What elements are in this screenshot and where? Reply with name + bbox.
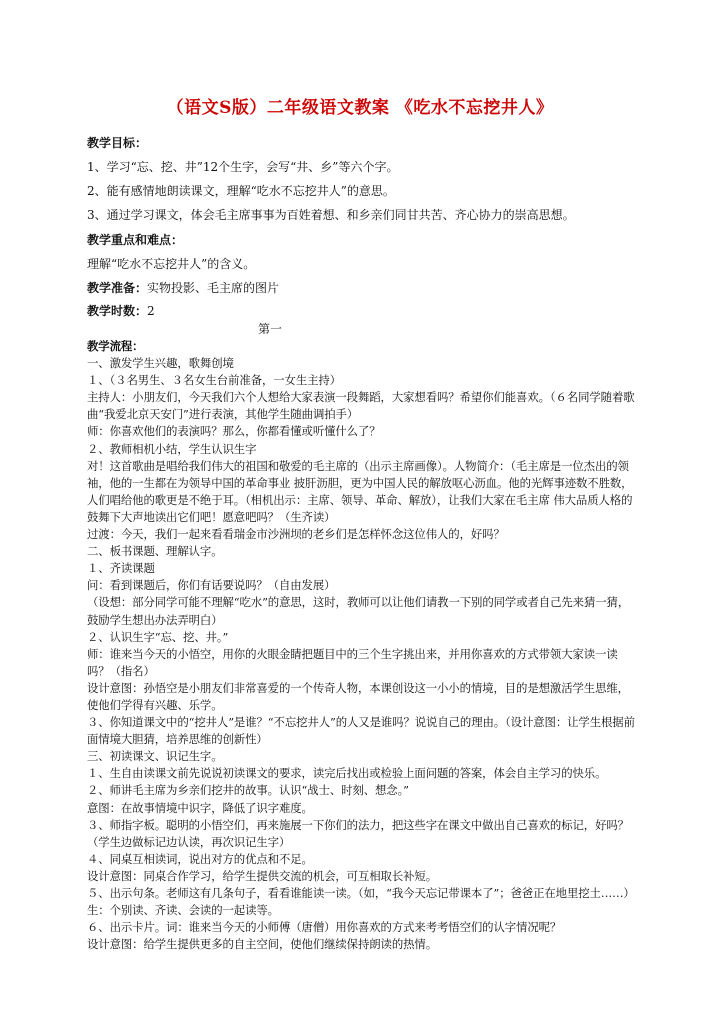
hours-label: 教学时数： — [87, 304, 148, 318]
flow-line: ２、教师相机小结，学生认识生字 — [87, 441, 257, 456]
teaching-flow — [87, 338, 635, 953]
flow-line: 设计意图：孙悟空是小朋友们非常喜爱的一个传奇人物，本课创设这一小小的情境，目的是想激活学生思维，使他们学得有兴趣、乐学。 — [87, 680, 629, 712]
flow-line: 一、激发学生兴趣，歌舞创境 — [87, 356, 234, 371]
flow-line: 师：你喜欢他们的表演吗？那么，你都看懂或听懂什么了？ — [87, 424, 381, 439]
prep-line — [87, 279, 279, 296]
flow-line: ３、你知道课文中的“挖井人”是谁？“不忘挖井人”的人又是谁吗？说说自己的理由。（设计意图：让学生根据前面情境大胆猜，培养思维的创新性） — [87, 715, 635, 747]
hours-line — [87, 302, 155, 319]
flow-line: ４、同桌互相读词，说出对方的优点和不足。 — [87, 851, 313, 866]
goal-item: 2、能有感情地朗读课文，理解“吃水不忘挖井人”的意思。 — [87, 184, 395, 198]
flow-line: 师：谁来当今天的小悟空，用你的火眼金睛把题目中的三个生字挑出来，并用你喜欢的方式带领大家读一读吗？（指名） — [87, 646, 618, 678]
key-heading: 教学重点和难点： — [87, 233, 184, 247]
goals-heading: 教学目标： — [87, 136, 148, 150]
flow-line: 过渡：今天，我们一起来看看瑞金市沙洲坝的老乡们是怎样怀念这位伟人的，好吗？ — [87, 527, 505, 542]
flow-line: 二、板书课题、理解认字。 — [87, 544, 223, 559]
flow-line: （设想：部分同学可能不理解“吃水”的意思，这时，教师可以让他们请教一下别的同学或者自己先来猜一猜，鼓励学生想出办法弄明白） — [87, 595, 630, 627]
prep-text: 实物投影、毛主席的图片 — [147, 281, 280, 295]
flow-line: １、（３名男生、３名女生台前准备，一女生主持） — [87, 373, 341, 388]
flow-line: １、齐读课题 — [87, 561, 155, 576]
prep-label: 教学准备： — [87, 281, 148, 295]
flow-line: １、生自由读课文前先说说初读课文的要求，读完后找出或检验上面问题的答案，体会自主学习的快乐。 — [87, 766, 607, 781]
flow-line: 意图：在故事情境中识字，降低了识字难度。 — [87, 800, 313, 815]
key-text: 理解“吃水不忘挖井人”的含义。 — [87, 257, 256, 271]
flow-line: 对！这首歌曲是唱给我们伟大的祖国和敬爱的毛主席的（出示主席画像）。人物简介：（毛主席是一位杰出的领袖，他的一生都在为领导中国的革命事业 披肝沥胆，更为中国人民的解放呕心沥血。他的光辉事迹数不胜数，人们唱给他的歌更是不绝于耳。（相机出示：主席、领导、革命、解放），让我们大家在毛主席 伟大品质人格的鼓舞下大声地读出它们吧！愿意吧吗？（生齐读） — [87, 458, 633, 524]
flow-line: ２、师讲毛主席为乡亲们挖井的故事。认识“战士、时刻、想念。” — [87, 783, 409, 798]
flow-line: 主持人：小朋友们，今天我们六个人想给大家表演一段舞蹈，大家想看吗？希望你们能喜欢。（６名同学随着歌曲“我爱北京天安门”进行表演，其他学生随曲调拍手） — [87, 390, 635, 422]
hours-value: 2 — [147, 304, 155, 318]
flow-line: 设计意图：给学生提供更多的自主空间，使他们继续保持朗读的热情。 — [87, 937, 438, 952]
goal-item: 3、通过学习课文，体会毛主席事事为百姓着想、和乡亲们同甘共苦、齐心协力的崇高思想。 — [87, 208, 575, 222]
flow-line: ３、师指字板。聪明的小悟空们，再来施展一下你们的法力，把这些字在课文中做出自己喜欢的标记，好吗？（学生边做标记边认读，再次识记生字） — [87, 817, 629, 849]
document-title: （语文S版）二年级语文教案 《吃水不忘挖井人》 — [166, 98, 554, 118]
goal-item: 1、学习“忘、挖、井”12个生字，会写“井、乡”等六个字。 — [87, 160, 399, 174]
flow-line: ２、认识生字“忘、挖、井。” — [87, 629, 229, 644]
session-label: 第一 — [258, 322, 283, 336]
flow-line: 三、初读课文、识记生字。 — [87, 749, 223, 764]
flow-line: 问：看到课题后，你们有话要说吗？（自由发展） — [87, 578, 336, 593]
flow-line: 设计意图：同桌合作学习，给学生提供交流的机会，可互相取长补短。 — [87, 868, 438, 883]
flow-heading: 教学流程： — [87, 339, 144, 353]
flow-line: ６、出示卡片。词：谁来当今天的小师傅（唐僧）用你喜欢的方式来考考悟空们的认字情况呢？ — [87, 920, 562, 935]
flow-line: ５、出示句条。老师这有几条句子，看看谁能读一读。（如，“我今天忘记带课本了”；爸爸正在地里挖土……）生：个别读、齐读、会读的一起读等。 — [87, 886, 635, 918]
